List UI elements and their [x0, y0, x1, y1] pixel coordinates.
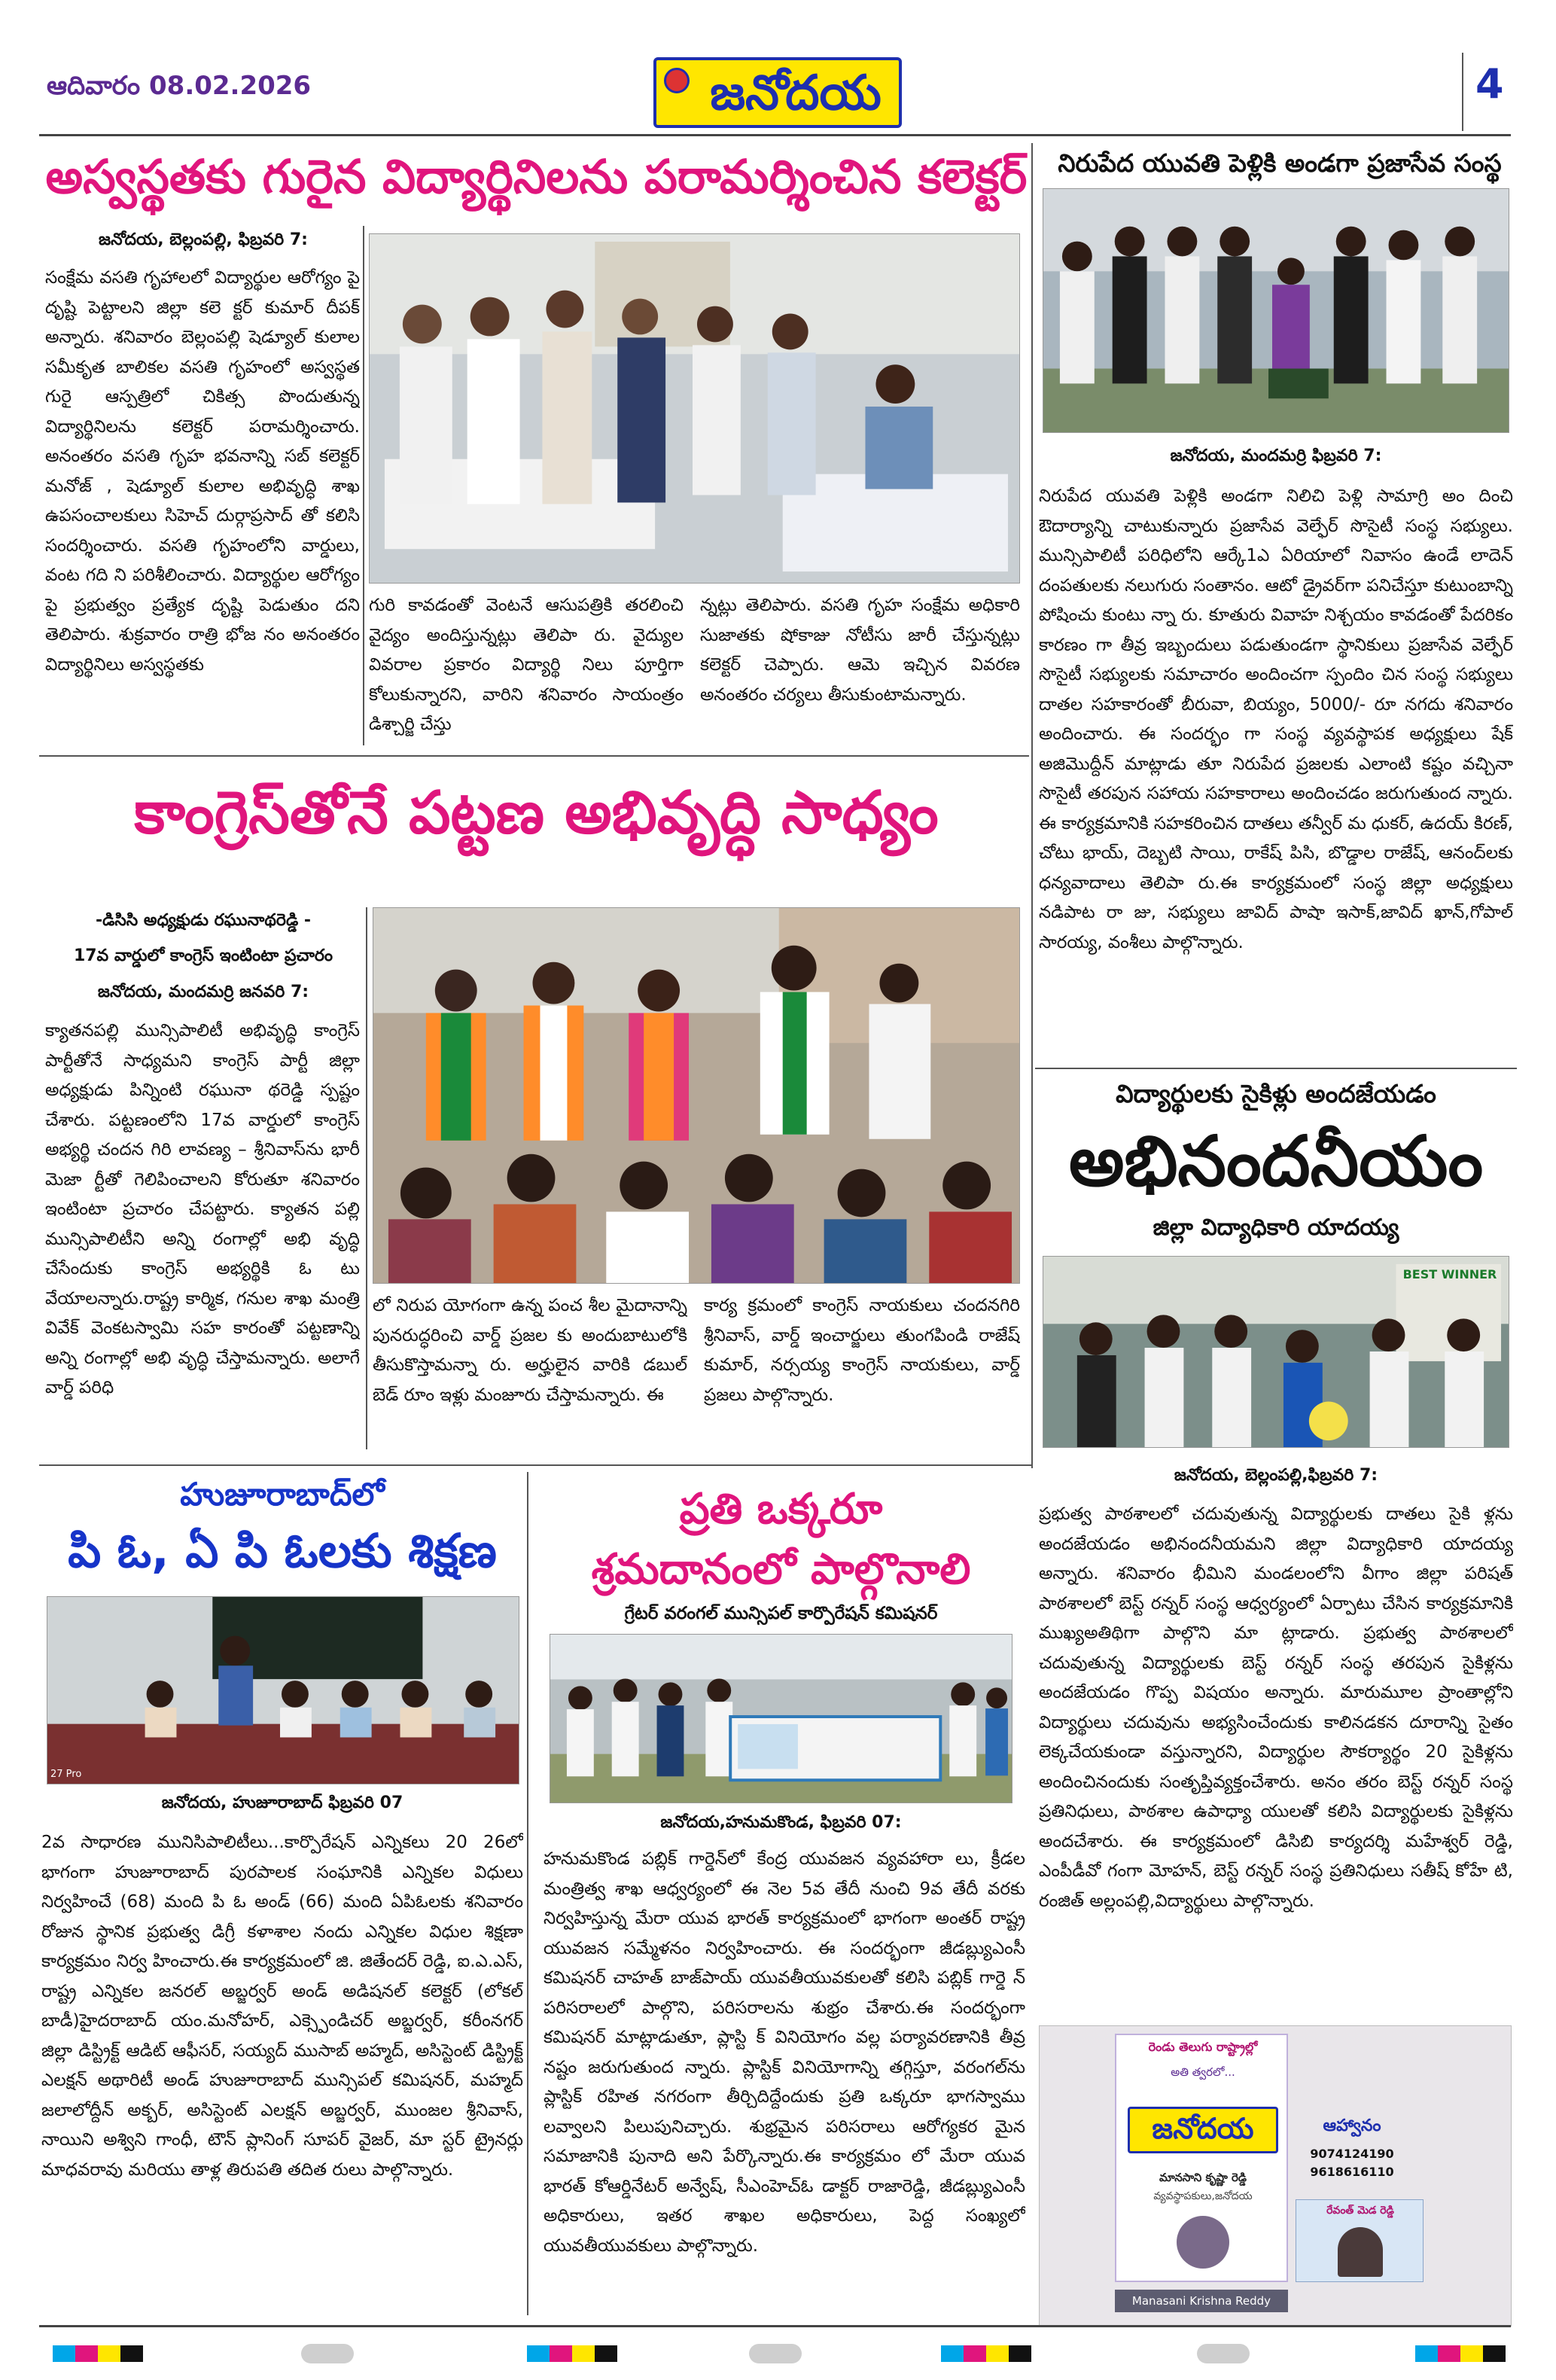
ad-poster — [1115, 2034, 1288, 2282]
story2-photo — [373, 907, 1020, 1284]
header-rule — [39, 134, 1511, 136]
story1-headline: అస్వస్థతకు గురైన విద్యార్థినిలను పరామర్శించిన కలెక్టర్ — [45, 149, 1028, 204]
story6-headline-line2: శ్రమదానంలో పాల్గొనాలి — [591, 1545, 971, 1594]
story2-col1: క్యాతనపల్లి మున్సిపాలిటీ అభివృద్ధి కాంగ్రెస్ పార్టీతోనే సాధ్యమని కాంగ్రెస్ పార్టీ జిల్లా అధ్యక్షుడు పిన్నింటి రఘునా థరెడ్డి స్పష్టం చేశారు. పట్టణంలోని 17వ వార్డులో కాంగ్రెస్ అభ్యర్థి చందన గిరి లావణ్య – శ్రీనివాస్‌ను భారీ మెజా ర్టీతో గెలిపించాలని కోరుతూ శనివారం ఇంటింటా ప్రచారం చేపట్టారు. క్యాతన పల్లి మున్సిపాలిటీని అన్ని రంగాల్లో అభి వృద్ధి చేసేందుకు కాంగ్రెస్ అభ్యర్థికి ఓ టు వేయాలన్నారు.రాష్ట్ర కార్మిక, గనుల శాఖ మంత్రి వివేక్ వెంకటస్వామి సహ కారంతో పట్టణాన్ని అన్ని రంగాల్లో అభి వృద్ధి చేస్తామన్నారు. అలాగే వార్డ్ పరిధి — [45, 1021, 360, 1397]
story1-bottom-rule — [39, 755, 1029, 757]
story3-body: నిరుపేద యువతి పెళ్లికి అండగా నిలిచి పెళ్లి సామాగ్రి అం దించి ఔదార్యాన్ని చాటుకున్నారు ప్రజాసేవ వెల్ఫేర్ సొసైటీ సంస్థ సభ్యులు. మున్సిపాలిటీ పరిధిలోని ఆర్కే1ఎ ఏరియాలో నివాసం ఉండే లాదెన్ దంపతులకు నలుగురు సంతానం. ఆటో డ్రైవర్‌గా పనిచేస్తూ కుటుంబాన్ని పోషించు కుంటు న్నా రు. కూతురు వివాహ నిశ్చయం కావడంతో పేదరికం కారణం గా తీవ్ర ఇబ్బందులు పడుతుండగా స్థానికులు ప్రజాసేవ వెల్ఫేర్ సొసైటీ సభ్యులకు సమాచారం అందించగా స్పందిం చిన సంస్థ సభ్యులు దాతల సహకారంతో బీరువా, బియ్యం, 5000/- రూ నగదు శనివారం అందించారు. ఈ సందర్భం గా సంస్థ వ్యవస్థాపక అధ్యక్షులు షేక్ అజిమొద్దీన్ మాట్లాడు తూ నిరుపేద ప్రజలకు ఎలాంటి కష్టం వచ్చినా సొసైటీ తరపున సహాయ సహకారాలు అందించడం జరుగుతుంద న్నారు. ఈ కార్యక్రమానికి సహకరించిన దాతలు తన్వీర్ మ ధుకర్, ఉదయ్ కిరణ్, చోటు భాయ్, దెబ్బటి సాయి, రాకేష్ పిసి, బొడ్డాల రాజేష్, ఆనంద్‌లకు ధన్యవాదాలు తెలిపా రు.ఈ కార్యక్రమంలో సంస్థ జిల్లా అధ్యక్షులు నడిపాట రా జు, సభ్యులు జావిద్ పాషా ఇసాక్,జావిద్ ఖాన్,గోపాల్ సారయ్య, వంశీలు పాల్గొన్నారు. — [1039, 486, 1513, 952]
story4-headline: అభినందనీయం — [1068, 1121, 1484, 1202]
header-date: ఆదివారం 08.02.2026 — [47, 71, 312, 101]
story5-photo-tag: 27 Pro — [50, 1769, 82, 1780]
ad-phone1: 9074124190 — [1310, 2147, 1394, 2161]
story1-col2: గురి కావడంతో వెంటనే ఆసుపత్రికి తరలించి వైద్యం అందిస్తున్నట్లు తెలిపా రు. వైద్యుల వివరాల ప్రకారం విద్యార్థి నిలు పూర్తిగా కోలుకున్నారని, వారిని శనివారం సాయంత్రం డిశ్చార్జి చేస్తు — [369, 596, 684, 734]
masthead-title: జనోదయ — [710, 66, 882, 121]
registration-bar-center-left — [527, 2345, 617, 2362]
registration-bar-right — [1415, 2345, 1506, 2362]
masthead — [653, 57, 902, 128]
story2-subkicker: 17వ వార్డులో కాంగ్రెస్ ఇంటింటా ప్రచారం — [73, 946, 333, 965]
story3-headline: నిరుపేద యువతి పెళ్లికి అండగా ప్రజాసేవ సంస్థ — [1058, 148, 1502, 178]
middle-rule — [39, 1464, 1031, 1466]
story4-photo — [1043, 1256, 1509, 1448]
ad-avatar — [1177, 2216, 1229, 2269]
page-number-divider — [1462, 53, 1463, 131]
registration-bar-left — [53, 2345, 143, 2362]
masthead-logo-icon — [664, 68, 690, 93]
story1-dateline: జనోదయ, బెల్లంపల్లి, ఫిబ్రవరి 7: — [99, 230, 308, 249]
story5-headline: పి ఓ, ఏ పి ఓలకు శిక్షణ — [68, 1523, 497, 1578]
story4-kicker: విద్యార్థులకు సైకిళ్లు అందజేయడం — [1116, 1079, 1436, 1108]
story3-dateline: జనోదయ, మందమర్రి ఫిబ్రవరి 7: — [1170, 446, 1382, 465]
story5-dateline: జనోదయ, హుజూరాబాద్ ఫిబ్రవరి 07 — [161, 1793, 403, 1812]
ad-tagline: అతి త్వరలో... — [1171, 2065, 1235, 2079]
story5-photo — [47, 1596, 519, 1784]
ad-publisher-role: వ్యవస్థాపకులు,జనోదయ — [1153, 2190, 1253, 2202]
ad-side-name: రేవంత్ మెడ రెడ్డి — [1326, 2205, 1394, 2217]
story1-col-divider — [363, 226, 364, 745]
registration-oval-3 — [1197, 2344, 1250, 2363]
story6-headline-line1: ప్రతి ఒక్కరూ — [679, 1485, 883, 1534]
ad-box — [1039, 2025, 1512, 2327]
story4-photo-banner: BEST WINNER — [1402, 1267, 1497, 1281]
ad-publisher-name: మానసాని కృష్ణా రెడ్డి — [1159, 2171, 1247, 2184]
ad-masthead — [1128, 2107, 1278, 2153]
story1-col3: న్నట్లు తెలిపారు. వసతి గృహ సంక్షేమ అధికారి సుజాతకు షోకాజు నోటీసు జారీ చేస్తున్నట్లు కలెక్టర్ చెప్పారు. ఆమె ఇచ్చిన వివరణ అనంతరం చర్యలు తీసుకుంటామన్నారు. — [700, 596, 1020, 705]
ad-side-avatar — [1338, 2227, 1383, 2277]
story4-subkicker: జిల్లా విద్యాధికారి యాదయ్య — [1153, 1214, 1399, 1241]
story3-photo — [1043, 188, 1509, 433]
story2-col2: లో నిరుప యోగంగా ఉన్న పంచ శీల మైదానాన్ని పునరుద్ధరించి వార్డ్ ప్రజల కు అందుబాటులోకి తీసుకొస్తామన్నా రు. అర్హులైన వారికి డబుల్ బెడ్ రూం ఇళ్లు మంజూరు చేస్తామన్నారు. ఈ — [373, 1296, 687, 1405]
ad-masthead-text: జనోదయ — [1152, 2112, 1254, 2145]
story6-body: హనుమకొండ పబ్లిక్ గార్డెన్‌లో కేంద్ర యువజన వ్యవహారా లు, క్రీడల మంత్రిత్వ శాఖ ఆధ్వర్యంలో ఈ నెల 5వ తేదీ నుంచి 9వ తేదీ వరకు నిర్వహిస్తున్న మేరా యువ భారత్ కార్యక్రమంలో భాగంగా అంతర్ రాష్ట్ర యువజన సమ్మేళనం నిర్వహించారు. ఈ సందర్భంగా జీడబ్ల్యుఎంసీ కమిషనర్ చాహత్ బాజ్‌పాయ్ యువతీయువకులతో కలిసి పబ్లిక్ గార్డె న్ పరిసరాలలో పాల్గొని, పరిసరాలను శుభ్రం చేశారు.ఈ సందర్భంగా కమిషనర్ మాట్లాడుతూ, ప్లాస్టి క్ వినియోగం వల్ల పర్యావరణానికి తీవ్ర నష్టం జరుగుతుంద న్నారు. ప్లాస్టిక్ వినియోగాన్ని తగ్గిస్తూ, వరంగల్‌ను ప్లాస్టిక్ రహిత నగరంగా తీర్చిదిద్దేందుకు ప్రతి ఒక్కరూ భాగస్వాము లవ్వాలని పిలుపునిచ్చారు. శుభ్రమైన పరిసరాలు ఆరోగ్యకర మైన సమాజానికి పునాది అని పేర్కొన్నారు.ఈ కార్యక్రమం లో మేరా యువ భారత్ కోఆర్డినేటర్ అన్వేష్, సీఎంహెచ్ఓ డాక్టర్ రాజారెడ్డి, జీడబ్ల్యుఎంసీ అధికారులు, ఇతర శాఖల అధికారులు, పెద్ద సంఖ్యలో యువతీయువకులు పాల్గొన్నారు. — [544, 1849, 1025, 2256]
registration-bar-center-right — [941, 2345, 1031, 2362]
ad-caption: Manasani Krishna Reddy — [1115, 2290, 1288, 2312]
story1-photo — [369, 233, 1020, 584]
ad-phone2: 9618616110 — [1310, 2165, 1394, 2179]
story3-bottom-rule — [1035, 1068, 1517, 1069]
story5-body: 2వ సాధారణ మునిసిపాలిటీలు...కార్పొరేషన్ ఎన్నికలు 20 26లో భాగంగా హుజూరాబాద్ పురపాలక సంఘానికి ఎన్నికల విధులు నిర్వహించే (68) మంది పి ఓ అండ్ (66) మంది ఏపిఓలకు శనివారం రోజున స్థానిక ప్రభుత్వ డిగ్రీ కళాశాల నందు ఎన్నికల విధుల శిక్షణా కార్యక్రమం నిర్వ హించారు.ఈ కార్యక్రమంలో జి. జితేందర్ రెడ్డి, ఐ.ఎ.ఎస్, రాష్ట్ర ఎన్నికల జనరల్ అబ్జర్వర్ అండ్ అడిషనల్ కలెక్టర్ (లోకల్ బాడీ)హైదరాబాద్ యం.మనోహర్, ఎక్స్పెండిచర్ అబ్జర్వర్, కరీంనగర్ జిల్లా డిస్ట్రిక్ట్ ఆడిట్ ఆఫీసర్, సయ్యద్ ముసాబ్ అహ్మద్, అసిస్టెంట్ డిస్ట్రిక్ట్ ఎలక్షన్ అథారిటీ అండ్ హుజూరాబాద్ మున్సిపల్ కమిషనర్, మహ్మద్ జలాలోద్దీన్ అక్బర్, అసిస్టెంట్ ఎలక్షన్ అబ్జర్వర్, ముంజల శ్రీనివాస్, నాయిని అశ్విని గాంధీ, టౌన్ ప్లానింగ్ సూపర్ వైజర్, మా స్టర్ ట్రైనర్లు మాధవరావు మరియు తాళ్ల తిరుపతి తదిత రులు పాల్గొన్నారు. — [41, 1833, 523, 2180]
ad-title: రెండు తెలుగు రాష్ట్రాల్లో — [1148, 2040, 1258, 2054]
story2-col3: కార్య క్రమంలో కాంగ్రెస్ నాయకులు చందనగిరి శ్రీనివాస్, వార్డ్ ఇంచార్జులు తుంగపిండి రాజేష్ కుమార్, నర్సయ్య కాంగ్రెస్ నాయకులు, వార్డ్ ప్రజలు పాల్గొన్నారు. — [704, 1296, 1020, 1405]
story6-photo — [550, 1634, 1012, 1803]
main-column-divider — [1031, 143, 1033, 1468]
story2-headline: కాంగ్రెస్‌తోనే పట్టణ అభివృద్ధి సాధ్యం — [134, 779, 939, 847]
story2-dateline: జనోదయ, మందమర్రి జనవరి 7: — [97, 983, 309, 1001]
story2-kicker: -డిసిసి అధ్యక్షుడు రఘునాథరెడ్డి - — [95, 911, 312, 930]
ad-side-panel — [1296, 2199, 1424, 2282]
story6-dateline: జనోదయ,హనుమకొండ, ఫిబ్రవరి 07: — [660, 1813, 902, 1832]
bottom-col-divider — [527, 1472, 528, 2315]
story4-dateline: జనోదయ, బెల్లంపల్లి,ఫిబ్రవరి 7: — [1174, 1466, 1378, 1485]
story2-col-divider — [366, 907, 367, 1449]
registration-oval-2 — [749, 2344, 802, 2363]
story6-subkicker: గ్రేటర్ వరంగల్ మున్సిపల్ కార్పొరేషన్ కమిషనర్ — [624, 1604, 938, 1623]
ad-invite: ఆహ్వానం — [1323, 2116, 1381, 2135]
page-number: 4 — [1475, 60, 1504, 108]
story1-col1: సంక్షేమ వసతి గృహాలలో విద్యార్థుల ఆరోగ్యం పై దృష్టి పెట్టాలని జిల్లా కలె క్టర్ కుమార్ దీపక్ అన్నారు. శనివారం బెల్లంపల్లి షెడ్యూల్ కులాల సమీకృత బాలికల వసతి గృహంలో అస్వస్థత గురై ఆస్పత్రిలో చికిత్స పొందుతున్న విద్యార్థినిలను కలెక్టర్ పరామర్శించారు. అనంతరం వసతి గృహ భవనాన్ని సబ్ కలెక్టర్ మనోజ్ , షెడ్యూల్ కులాల అభివృద్ధి శాఖ ఉపసంచాలకులు సిహెచ్ దుర్గాప్రసాద్ తో కలిసి సందర్శించారు. వసతి గృహంలోని వార్డులు, వంట గది ని పరిశీలించారు. విద్యార్థుల ఆరోగ్యం పై ప్రభుత్వం ప్రత్యేక దృష్టి పెడుతుం దని తెలిపారు. శుక్రవారం రాత్రి భోజ నం అనంతరం విద్యార్థినిలు అస్వస్థతకు — [45, 268, 360, 675]
story4-body: ప్రభుత్వ పాఠశాలలో చదువుతున్న విద్యార్థులకు దాతలు సైకి ళ్లను అందజేయడం అభినందనీయమని జిల్లా విద్యాధికారి యాదయ్య అన్నారు. శనివారం భీమిని మండలంలోని వీగాం జిల్లా పరిషత్ పాఠశాలలో బెస్ట్ రన్నర్ సంస్థ ఆధ్వర్యంలో ఏర్పాటు చేసిన కార్యక్రమానికి ముఖ్యఅతిథిగా పాల్గొని మా ట్లాడారు. ప్రభుత్వ పాఠశాలలో చదువుతున్న విద్యార్థులకు బెస్ట్ రన్నర్ సంస్థ తరపున సైకిళ్లను అందజేయడం గొప్ప విషయం అన్నారు. మారుమూల ప్రాంతాల్లోని విద్యార్థులు చదువును అభ్యసించేందుకు కాలినడకన దూరాన్ని సైతం లెక్కచేయకుండా వస్తున్నారని, విద్యార్థుల సౌకర్యార్థం 20 సైకిళ్లను అందించినందుకు సంతృప్తివ్యక్తంచేశారు. అనం తరం బెస్ట్ రన్నర్ సంస్థ ప్రతినిధులు, పాఠశాల ఉపాధ్యా యులతో కలిసి విద్యార్థులకు సైకిళ్లను అందచేశారు. ఈ కార్యక్రమంలో డిసిబి కార్యదర్శి మహేశ్వర్ రెడ్డి, ఎంపీడీవో గంగా మోహన్, బెస్ట్ రన్నర్ సంస్థ ప్రతినిధులు సతీష్ కోహే టి, రంజిత్ అల్లంపల్లి,విద్యార్థులు పాల్గొన్నారు. — [1039, 1504, 1513, 1911]
registration-oval-1 — [301, 2344, 354, 2363]
story5-kicker: హుజూరాబాద్‌లో — [180, 1476, 385, 1513]
footer-rule — [39, 2325, 1511, 2327]
